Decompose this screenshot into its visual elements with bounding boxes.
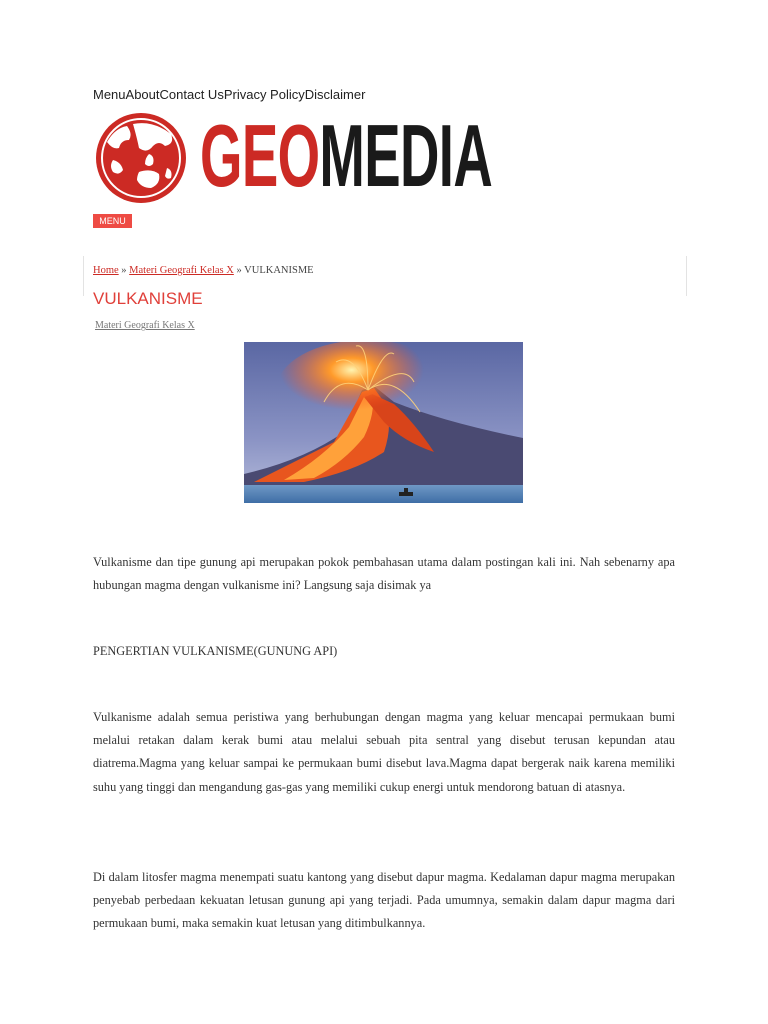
nav-menu[interactable]: Menu [93, 87, 126, 102]
nav-about[interactable]: About [125, 87, 160, 102]
volcano-illustration [244, 342, 523, 503]
volcano-eruption-image [244, 342, 523, 503]
site-logo-text[interactable] [200, 106, 493, 205]
breadcrumb-category[interactable]: Materi Geografi Kelas X [129, 265, 234, 276]
breadcrumb-separator: » [233, 265, 245, 276]
post-category-link[interactable]: Materi Geografi Kelas X [95, 320, 195, 331]
breadcrumb-home[interactable]: Home [93, 265, 119, 276]
nav-privacy-policy[interactable]: Privacy Policy [223, 87, 305, 102]
article-paragraph: Vulkanisme adalah semua peristiwa yang berhubungan dengan magma yang keluar mencapai permukaan bumi melalui retakan dalam kerak bumi atau melalui sebuah pita sentral yang disebut terusan kepundan atau diatrema.Magma yang keluar sampai ke permukaan bumi disebut lava.Magma dapat bergerak naik karena memiliki suhu yang tinggi dan mengandung gas-gas yang memiliki cukup energi untuk mendorong batuan di atasnya. [93, 710, 675, 794]
nav-contact-us[interactable]: Contact Us [159, 87, 224, 102]
top-navigation [93, 87, 365, 102]
nav-disclaimer[interactable]: Disclaimer [304, 87, 366, 102]
section-heading: PENGERTIAN VULKANISME(GUNUNG API) [93, 644, 338, 658]
menu-button[interactable]: MENU [93, 214, 132, 228]
logo-text-media: MEDIA [319, 106, 493, 205]
logo-text-geo: GEO [200, 106, 320, 205]
breadcrumb-current: VULKANISME [244, 265, 314, 276]
page-title: VULKANISME [93, 289, 203, 308]
article-paragraph: Di dalam litosfer magma menempati suatu kantong yang disebut dapur magma. Kedalaman dapur magma merupakan penyebab perbedaan kekuatan letusan gunung api yang terjadi. Pada umumnya, semakin dalam dapur magma dari permukaan bumi, maka semakin kuat letusan yang ditimbulkannya. [93, 870, 675, 931]
globe-icon [93, 110, 191, 206]
article-paragraph: Vulkanisme dan tipe gunung api merupakan pokok pembahasan utama dalam postingan kali ini. Nah sebenarny apa hubungan magma dengan vulkanisme ini? Langsung saja disimak ya [93, 555, 675, 593]
breadcrumb [93, 265, 314, 276]
breadcrumb-separator: » [118, 265, 130, 276]
